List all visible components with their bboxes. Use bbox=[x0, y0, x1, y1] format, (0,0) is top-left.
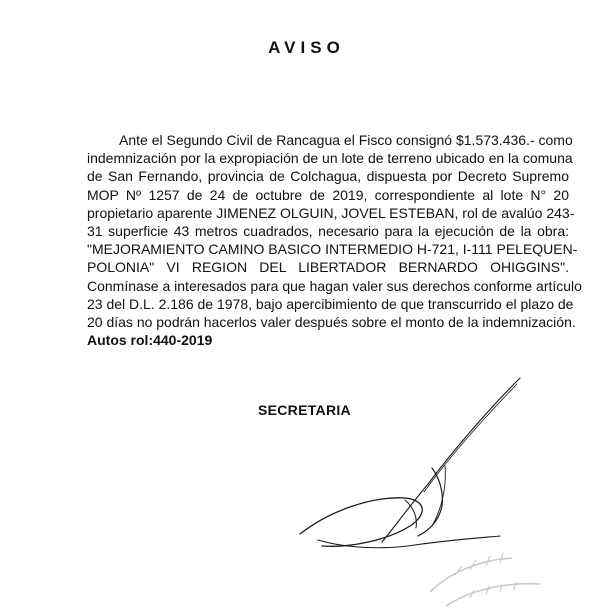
body-line-2: indemnización por la expropiación de un lote de terreno ubicado en la comuna bbox=[87, 150, 573, 167]
body-line-9: Conmínase a interesados para que hagan valer sus derechos conforme artículo bbox=[87, 277, 582, 294]
body-line-1: Ante el Segundo Civil de Rancagua el Fisco consignó $1.573.436.- como bbox=[119, 132, 573, 148]
body-line-7: "MEJORAMIENTO CAMINO BASICO INTERMEDIO H-721, I-111 PELEQUEN- bbox=[87, 241, 578, 258]
body-line-4: MOP Nº 1257 de 24 de octubre de 2019, correspondiente al lote N° 20 bbox=[87, 186, 569, 203]
case-reference: Autos rol:440-2019 bbox=[87, 332, 213, 349]
body-line-3: de San Fernando, provincia de Colchagua, dispuesta por Decreto Supremo bbox=[87, 168, 569, 185]
notice-title: AVISO bbox=[268, 38, 345, 57]
signatory-label: SECRETARIA bbox=[258, 402, 351, 418]
body-line-11: 20 días no podrán hacerlos valer después sobre el monto de la indemnización. bbox=[87, 314, 576, 331]
body-line-8: POLONIA" VI REGION DEL LIBERTADOR BERNARDO OHIGGINS". bbox=[87, 259, 569, 276]
body-line-5: propietario aparente JIMENEZ OLGUIN, JOVEL ESTEBAN, rol de avalúo 243- bbox=[87, 204, 575, 221]
body-line-6: 31 superficie 43 metros cuadrados, necesario para la ejecución de la obra: bbox=[87, 223, 569, 240]
body-line-10: 23 del D.L. 2.186 de 1978, bajo apercibimiento de que transcurrido el plazo de bbox=[87, 295, 574, 312]
